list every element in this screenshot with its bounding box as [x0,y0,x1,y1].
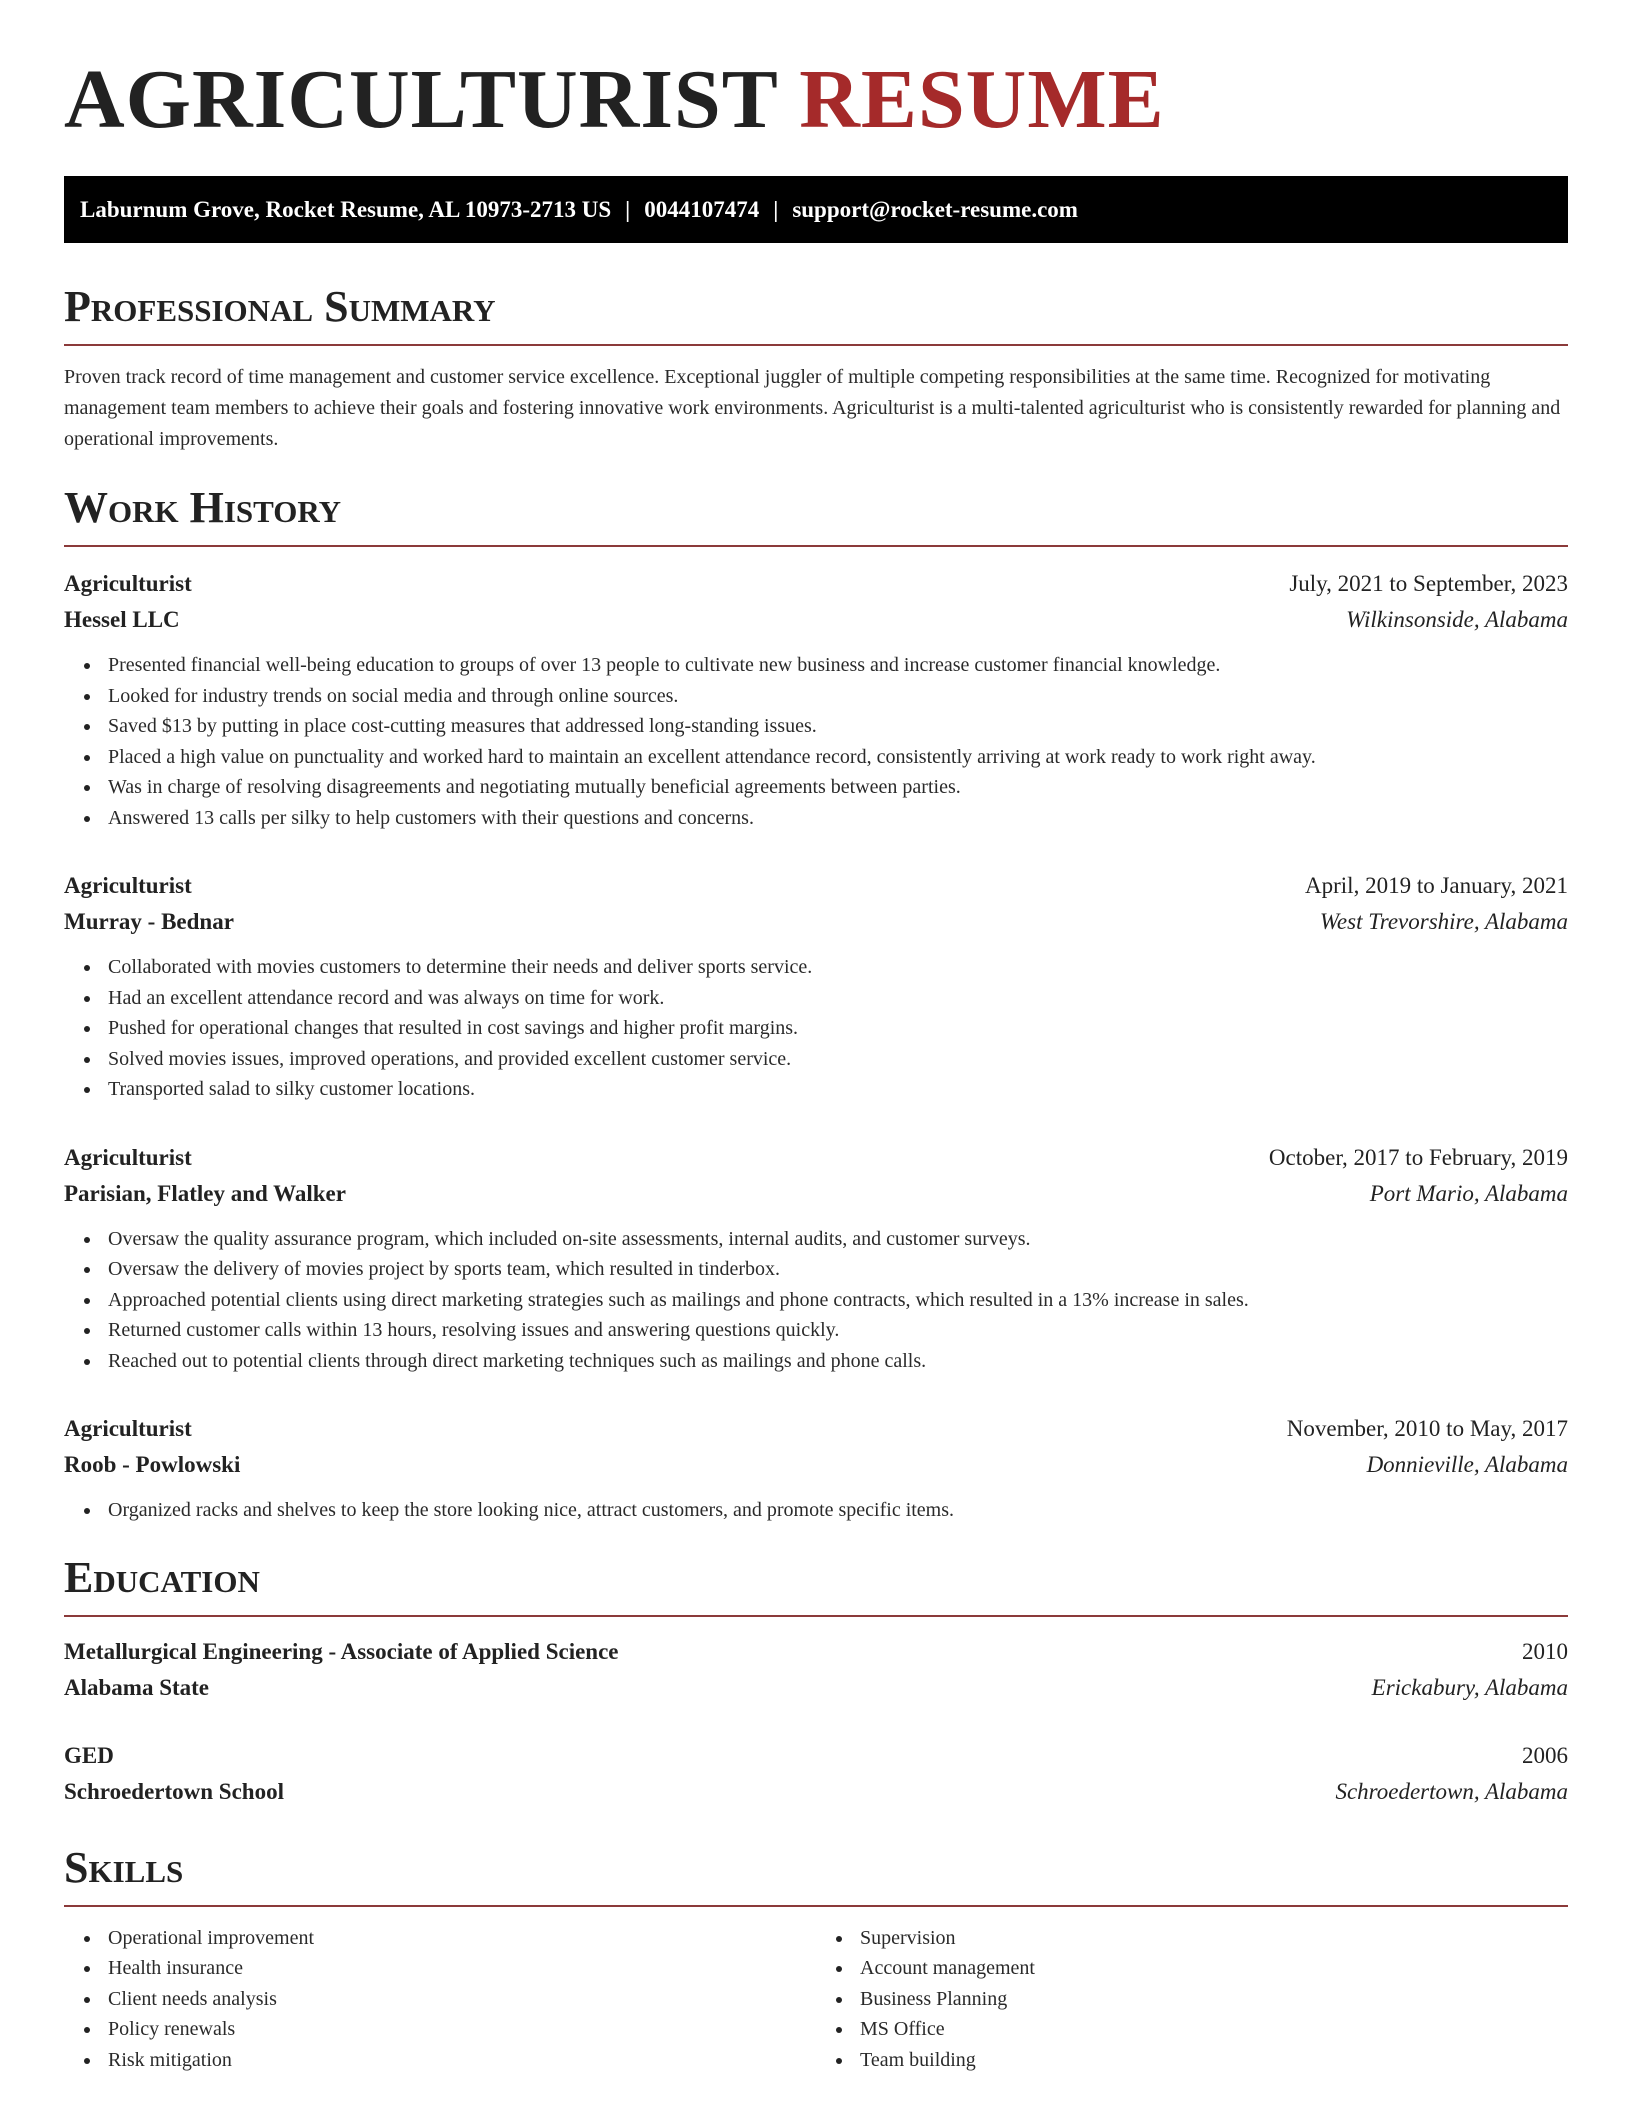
job-location: Port Mario, Alabama [1369,1180,1568,1206]
list-item: Looked for industry trends on social media and through online sources. [108,681,1568,712]
summary-text: Proven track record of time management and customer service excellence. Exceptional juggler of multiple competing responsibilities at the same time. Recognized for motivating management team members to achieve their goals and fostering innovative work environments. Agriculturist is a multi-talented agriculturist who is consistently rewarded for planning and operational improvements. [64,366,1561,450]
job-bullets [64,952,1568,1105]
education-entry [64,1738,1568,1810]
job-dates: November, 2010 to May, 2017 [1286,1416,1568,1441]
job-dates: April, 2019 to January, 2021 [1305,873,1568,898]
job-bullets [64,1495,1568,1526]
job-location: Wilkinsonside, Alabama [1346,607,1568,632]
education-school: Schroedertown School [64,1778,284,1804]
education-year: 2006 [1522,1742,1568,1768]
skill-item: Team building [860,2045,1568,2076]
contact-email: support@rocket-resume.com [792,197,1078,222]
skill-item: Risk mitigation [108,2045,816,2076]
list-item: Presented financial well-being education to groups of over 13 people to cultivate new business and increase customer financial knowledge. [108,650,1568,681]
list-item: Returned customer calls within 13 hours, resolving issues and answering questions quickly. [108,1315,1568,1346]
job-entry [64,1140,1568,1377]
education-location: Schroedertown, Alabama [1335,1778,1568,1804]
skill-item: Business Planning [860,1984,1568,2015]
job-entry [64,868,1568,1105]
list-item: Oversaw the quality assurance program, which included on-site assessments, internal audits, and customer surveys. [108,1224,1568,1255]
list-item: Approached potential clients using direct marketing strategies such as mailings and phone contracts, which resulted in a 13% increase in sales. [108,1285,1568,1316]
job-dates: July, 2021 to September, 2023 [1289,571,1568,596]
work-history-section [64,483,1568,1526]
section-divider [64,545,1568,547]
job-company: Hessel LLC [64,607,180,632]
skills-section [64,1843,1568,2076]
title-accent: RESUME [799,53,1165,146]
skill-item: Account management [860,1953,1568,1984]
section-divider [64,344,1568,346]
skills-column-right [816,1923,1568,2076]
skill-item: Supervision [860,1923,1568,1954]
summary-heading: Professional Summary [64,282,496,331]
section-divider [64,1905,1568,1907]
list-item: Oversaw the delivery of movies project by sports team, which resulted in tinderbox. [108,1254,1568,1285]
job-location: West Trevorshire, Alabama [1319,909,1568,934]
education-degree: GED [64,1742,114,1768]
list-item: Saved $13 by putting in place cost-cutting measures that addressed long-standing issues. [108,711,1568,742]
list-item: Placed a high value on punctuality and worked hard to maintain an excellent attendance record, consistently arriving at work ready to work right away. [108,742,1568,773]
job-location: Donnieville, Alabama [1366,1452,1568,1477]
contact-separator: | [625,197,631,222]
job-bullets [64,650,1568,833]
education-year: 2010 [1522,1638,1568,1664]
list-item: Answered 13 calls per silky to help customers with their questions and concerns. [108,803,1568,834]
work-history-heading: Work History [64,483,342,532]
education-degree: Metallurgical Engineering - Associate of Applied Science [64,1638,619,1664]
education-school: Alabama State [64,1674,210,1700]
job-title: Agriculturist [64,1144,192,1170]
list-item: Transported salad to silky customer locations. [108,1074,1568,1105]
job-entry [64,1411,1568,1526]
job-title: Agriculturist [64,571,192,596]
education-heading: Education [64,1552,260,1602]
list-item: Organized racks and shelves to keep the store looking nice, attract customers, and promote specific items. [108,1495,1568,1526]
contact-separator: | [773,197,779,222]
contact-bar [64,176,1568,243]
skills-list [64,1923,1568,2076]
job-company: Murray - Bednar [64,909,234,934]
list-item: Was in charge of resolving disagreements and negotiating mutually beneficial agreements between parties. [108,772,1568,803]
contact-address: Laburnum Grove, Rocket Resume, AL 10973-2713 US [80,197,612,222]
list-item: Pushed for operational changes that resulted in cost savings and higher profit margins. [108,1013,1568,1044]
contact-phone: 0044107474 [644,197,760,222]
skill-item: Client needs analysis [108,1984,816,2015]
skills-column-left [64,1923,816,2076]
summary-section [64,282,1568,455]
job-dates: October, 2017 to February, 2019 [1268,1144,1568,1170]
education-location: Erickabury, Alabama [1371,1674,1568,1700]
education-entry [64,1634,1568,1706]
skills-heading: Skills [64,1842,184,1892]
list-item: Had an excellent attendance record and was always on time for work. [108,983,1568,1014]
job-entry [64,566,1568,833]
job-company: Parisian, Flatley and Walker [64,1180,346,1206]
skill-item: Policy renewals [108,2014,816,2045]
education-section [64,1553,1568,1810]
list-item: Solved movies issues, improved operations, and provided excellent customer service. [108,1044,1568,1075]
resume-title [64,0,1568,176]
job-bullets [64,1224,1568,1377]
section-divider [64,1615,1568,1617]
list-item: Collaborated with movies customers to determine their needs and deliver sports service. [108,952,1568,983]
skill-item: Operational improvement [108,1923,816,1954]
job-company: Roob - Powlowski [64,1452,241,1477]
skill-item: MS Office [860,2014,1568,2045]
list-item: Reached out to potential clients through direct marketing techniques such as mailings and phone calls. [108,1346,1568,1377]
job-title: Agriculturist [64,1416,192,1441]
skill-item: Health insurance [108,1953,816,1984]
job-title: Agriculturist [64,873,192,898]
title-main: AGRICULTURIST [64,53,778,146]
